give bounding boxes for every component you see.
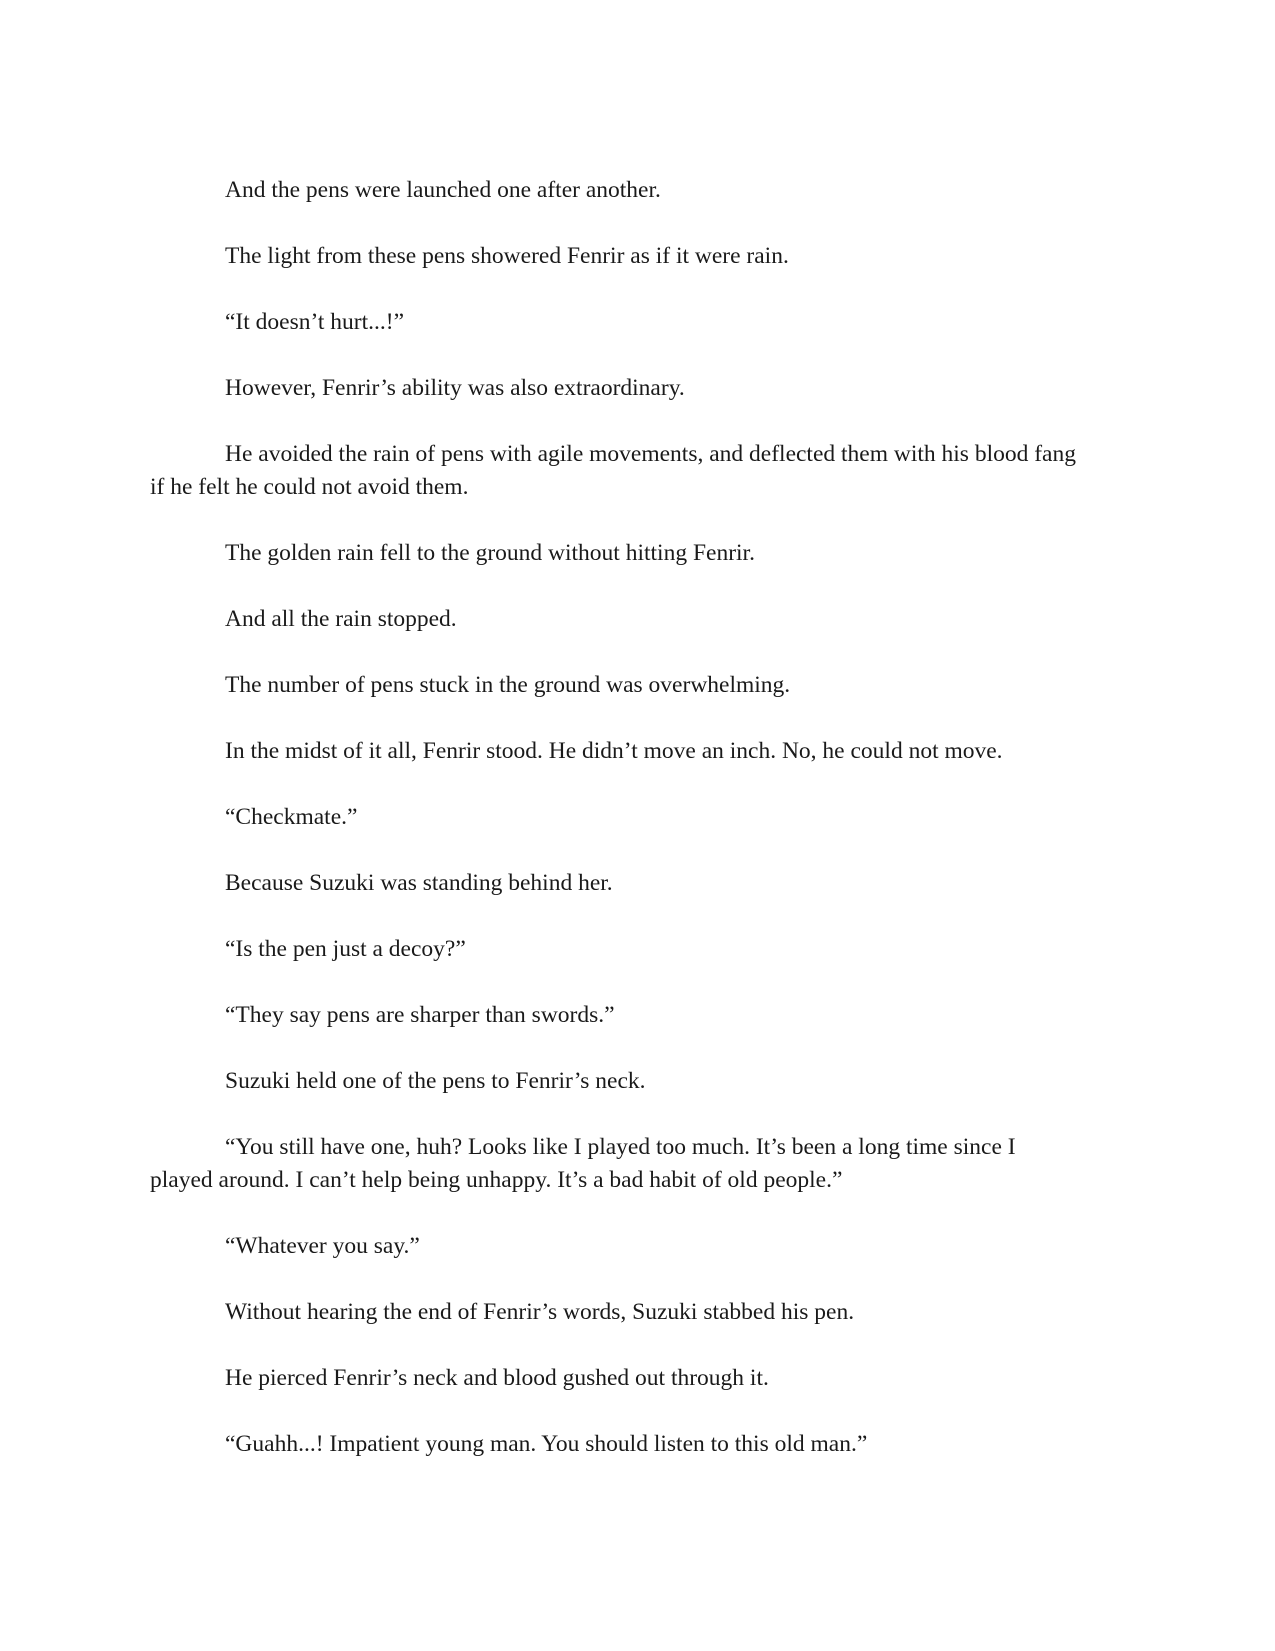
body-text (150, 174, 1080, 1494)
paragraph: “Guahh...! Impatient young man. You should listen to this old man.” (225, 1431, 868, 1457)
paragraph: And all the rain stopped. (225, 606, 457, 632)
paragraph: “It doesn’t hurt...!” (225, 309, 405, 335)
paragraph: “They say pens are sharper than swords.” (225, 1002, 615, 1028)
paragraph: In the midst of it all, Fenrir stood. He didn’t move an inch. No, he could not move. (225, 738, 1003, 764)
paragraph: He pierced Fenrir’s neck and blood gushed out through it. (225, 1365, 769, 1391)
paragraph: “Whatever you say.” (225, 1233, 420, 1259)
paragraph: “You still have one, huh? Looks like I played too much. It’s been a long time since I played around. I can’t help being unhappy. It’s a bad habit of old people.” (150, 1134, 1016, 1193)
paragraph: Without hearing the end of Fenrir’s words, Suzuki stabbed his pen. (225, 1299, 855, 1325)
paragraph: The golden rain fell to the ground without hitting Fenrir. (225, 540, 755, 566)
paragraph: He avoided the rain of pens with agile movements, and deflected them with his blood fang if he felt he could not avoid them. (150, 441, 1076, 500)
paragraph: The number of pens stuck in the ground was overwhelming. (225, 672, 791, 698)
paragraph: And the pens were launched one after another. (225, 177, 661, 203)
paragraph: Because Suzuki was standing behind her. (225, 870, 613, 896)
paragraph: “Is the pen just a decoy?” (225, 936, 466, 962)
paragraph: However, Fenrir’s ability was also extraordinary. (225, 375, 685, 401)
paragraph: Suzuki held one of the pens to Fenrir’s neck. (225, 1068, 646, 1094)
paragraph: The light from these pens showered Fenrir as if it were rain. (225, 243, 789, 269)
paragraph: “Checkmate.” (225, 804, 358, 830)
